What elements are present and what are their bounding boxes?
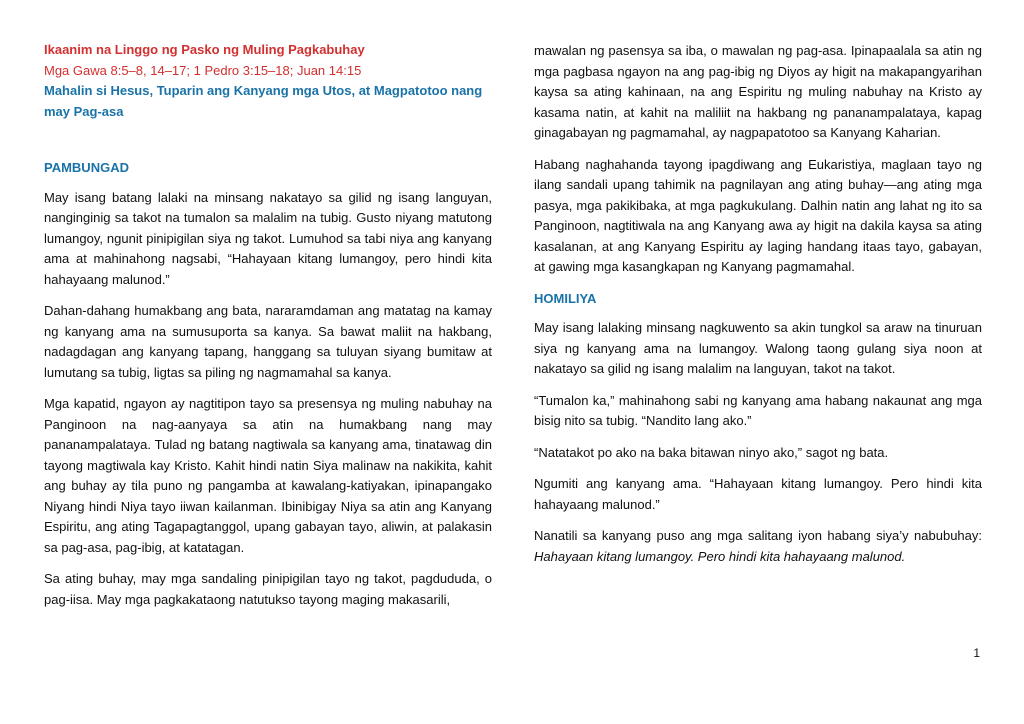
paragraph: Sa ating buhay, may mga sandaling pinipigilan tayo ng takot, pagdududa, o pag-iisa. May mga pagkakataong natutukso tayong maging makasarili, [44, 571, 492, 607]
paragraph: May isang batang lalaki na minsang nakatayo sa gilid ng isang languyan, nanginginig sa takot na tumalon sa malalim na tubig. Gusto niyang matutong lumangoy, ngunit pinipigilan siya ng takot. Lumuhod sa tabi niya ang kanyang ama at mahinahong nagsabi, “Hahayaan kitang lumangoy, pero hindi kita hahayaang malunod.” [44, 189, 492, 287]
paragraph: Dahan-dahang humakbang ang bata, nararamdaman ang matatag na kamay ng kanyang ama na sumusuporta sa kanya. Sa bawat maliit na hakbang, nadagdagan ang kanyang tapang, hanggang sa tuluyan siyang bumitaw at lumutang sa tubig, ligtas sa piling ng nagmamahal sa kanya. [44, 303, 492, 380]
italic-quote: Hahayaan kitang lumangoy. Pero hindi kita hahayaang malunod. [534, 548, 906, 564]
paragraph: Mga kapatid, ngayon ay nagtitipon tayo sa presensya ng muling nabuhay na Panginoon na nag-aanyaya sa atin na humakbang nang may pananampalataya. Tulad ng batang nagtiwala sa kanyang ama, tinatawag din tayong magtiwala kay Kristo. Kahit hindi natin Siya malinaw na nakikita, kahit ang buhay ay tila puno ng pangamba at kawalang-katiyakan, ipinapangako Niyang hindi Niya tayo iiwan kailanman. Ibinibigay Niya sa atin ang Kanyang Espiritu, ang ating Tagapagtanggol, upang gabayan tayo, aliwin, at palakasin sa pag-asa, pag-ibig, at katatagan. [44, 396, 492, 555]
paragraph [534, 526, 982, 567]
page-number: 1 [973, 646, 980, 660]
paragraph: Habang naghahanda tayong ipagdiwang ang Eukaristiya, maglaan tayo ng ilang sandali upang tahimik na pagnilayan ang ating buhay—ang ating mga pasya, mga pakikibaka, at mga pagkukulang. Dalhin natin ang lahat ng ito sa Panginoon, nagtitiwala na ang Kanyang awa ay higit na dakila kaysa sa ating kasalanan, at ang Kanyang Espiritu ay laging handang itaas tayo, gabayan, at gawing mga kasangkapan ng Kanyang pagmamahal. [534, 156, 982, 274]
right-column [534, 41, 982, 578]
section-heading-pambungad: PAMBUNGAD [44, 160, 129, 175]
homily-theme: Mahalin si Hesus, Tuparin ang Kanyang mga Utos, at Magpatotoo nang may Pag-asa [44, 83, 483, 119]
scripture-readings: Mga Gawa 8:5–8, 14–17; 1 Pedro 3:15–18; Juan 14:15 [44, 62, 362, 78]
paragraph: Ngumiti ang kanyang ama. “Hahayaan kitang lumangoy. Pero hindi kita hahayaang malunod.” [534, 476, 982, 512]
paragraph: “Tumalon ka,” mahinahong sabi ng kanyang ama habang nakaunat ang mga bisig nito sa tubig. “Nandito lang ako.” [534, 392, 982, 428]
paragraph-lead: Nanatili sa kanyang puso ang mga salitang iyon habang siya’y nabubuhay: [534, 528, 982, 543]
sunday-title: Ikaanim na Linggo ng Pasko ng Muling Pagkabuhay [44, 42, 365, 57]
paragraph: May isang lalaking minsang nagkuwento sa akin tungkol sa araw na tinuruan siya ng kanyang ama na lumangoy. Walong taong gulang siya noon at nakatayo sa gilid ng isang malalim na languyan, takot na takot. [534, 320, 982, 376]
paragraph: mawalan ng pasensya sa iba, o mawalan ng pag-asa. Ipinapaalala sa atin ng mga pagbasa ngayon na ang pag-ibig ng Diyos ay higit na makapangyarihan kaysa sa ating kahinaan, na ang Espiritu ng muling nabuhay na Kristo ay kasama natin, at kahit na maliliit na hakbang ng pananampalataya, kapag ginagabayan ng pagmamahal, ay nagpapatotoo sa Kanyang Kaharian. [534, 43, 982, 140]
section-heading-homiliya: HOMILIYA [534, 290, 597, 306]
left-column [44, 40, 492, 621]
paragraph: “Natatakot po ako na baka bitawan ninyo ako,” sagot ng bata. [534, 444, 889, 460]
